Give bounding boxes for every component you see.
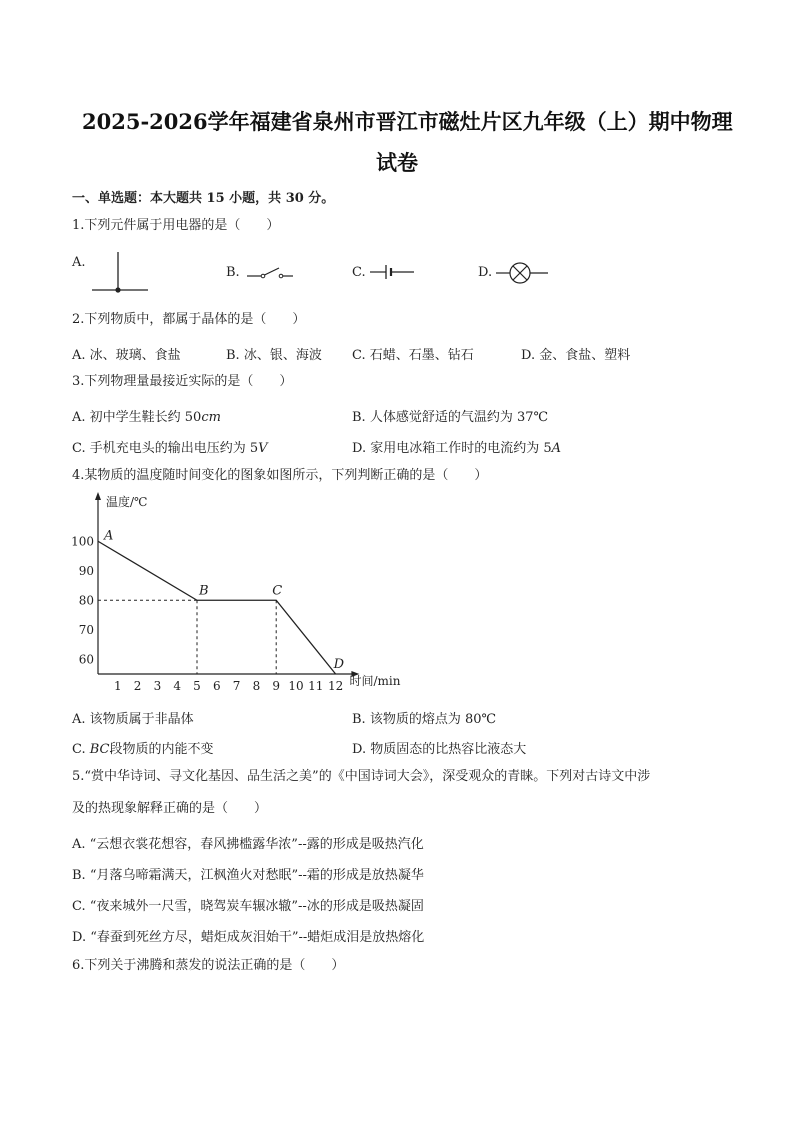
option-label: C. (352, 265, 366, 280)
x-tick-label: 10 (288, 679, 304, 693)
point-label-d: D (333, 657, 345, 672)
q5-option-c[interactable]: C. “夜来城外一尺雪，晓驾炭车辗冰辙”--冰的形成是吸热凝固 (72, 899, 424, 914)
q2-option-d[interactable]: D. 金、食盐、塑料 (521, 348, 631, 363)
q4-option-d[interactable] (352, 738, 526, 757)
q3-option-d[interactable] (352, 437, 561, 456)
option-text: B. 该物质的熔点为 80℃ (352, 712, 497, 727)
q2-option-c[interactable]: C. 石蜡、石墨、钻石 (352, 348, 474, 363)
x-axis-label: 时间/min (349, 674, 401, 688)
option-unit: A (551, 441, 562, 456)
x-tick-label: 4 (173, 679, 182, 693)
q2-option-b[interactable]: B. 冰、银、海波 (226, 348, 322, 363)
q1-option-c[interactable] (352, 265, 366, 280)
y-tick-label: 60 (78, 652, 94, 667)
option-label: D. (478, 265, 493, 280)
q6-stem: 6.下列关于沸腾和蒸发的说法正确的是（ ） (72, 958, 345, 973)
q4-option-a[interactable] (72, 708, 194, 727)
option-text-pre: C. (72, 742, 90, 757)
x-tick-label: 11 (308, 679, 324, 693)
section-score: 30 (285, 191, 304, 206)
q1-option-a[interactable] (72, 255, 86, 270)
q1-option-d[interactable] (478, 265, 492, 280)
option-unit: cm (201, 410, 221, 425)
point-label-b: B (199, 583, 209, 599)
x-tick-label: 1 (113, 679, 122, 693)
option-text: C. 手机充电头的输出电压约为 5 (72, 441, 259, 456)
segment-label: BC (89, 742, 110, 757)
q4-stem: 4.某物质的温度随时间变化的图象如图所示，下列判断正确的是（ ） (72, 468, 488, 483)
paper-title-line2: 试卷 (376, 150, 418, 175)
temperature-time-chart (70, 492, 430, 702)
q3-stem: 3.下列物理量最接近实际的是（ ） (72, 374, 293, 389)
y-axis-arrow (95, 492, 101, 500)
q4-option-c[interactable] (72, 738, 214, 757)
x-tick-label: 5 (193, 679, 201, 693)
y-axis-label: 温度/℃ (106, 495, 148, 509)
switch-icon (245, 262, 295, 282)
q1-stem: 1.下列元件属于用电器的是（ ） (72, 218, 280, 233)
option-text-post: 段物质的内能不变 (109, 742, 214, 757)
x-tick-label: 8 (252, 679, 261, 693)
temperature-series-line (98, 541, 336, 674)
x-tick-label: 6 (212, 679, 221, 693)
q1-option-b[interactable] (226, 265, 240, 280)
option-text: B. 人体感觉舒适的气温约为 37℃ (352, 410, 549, 425)
junction-icon (90, 250, 150, 296)
option-label: A. (72, 255, 86, 270)
paper-title-line1: 2025-2026学年福建省泉州市晋江市磁灶片区九年级（上）期中物理 (82, 109, 733, 134)
x-tick-label: 7 (232, 679, 241, 693)
x-tick-label: 2 (133, 679, 142, 693)
section-question-count: 15 (206, 191, 225, 206)
x-tick-label: 9 (272, 679, 281, 693)
x-tick-label: 12 (327, 679, 344, 693)
option-text: A. 初中学生鞋长约 50 (72, 410, 202, 425)
q2-option-a[interactable]: A. 冰、玻璃、食盐 (72, 348, 181, 363)
q3-option-c[interactable] (72, 437, 268, 456)
q3-option-b[interactable] (352, 406, 548, 425)
q4-option-b[interactable] (352, 708, 496, 727)
q5-stem-line2: 及的热现象解释正确的是（ ） (72, 801, 268, 816)
option-text: A. 该物质属于非晶体 (72, 712, 194, 727)
option-label: B. (226, 265, 240, 280)
x-tick-label: 3 (153, 679, 162, 693)
option-text: D. 家用电冰箱工作时的电流约为 5 (352, 441, 552, 456)
q5-option-d[interactable]: D. “春蚕到死丝方尽，蜡炬成灰泪始干”--蜡炬成泪是放热熔化 (72, 930, 425, 945)
point-label-c: C (272, 583, 283, 599)
point-label-a: A (104, 528, 114, 544)
option-unit: V (258, 441, 268, 456)
section-heading-prefix: 一、单选题：本大题共 (72, 191, 207, 206)
y-tick-label: 80 (78, 593, 94, 608)
y-tick-label: 100 (71, 534, 94, 549)
q2-stem: 2.下列物质中，都属于晶体的是（ ） (72, 312, 306, 327)
option-text: D. 物质固态的比热容比液态大 (352, 742, 527, 757)
q5-option-a[interactable]: A. “云想衣裳花想容，春风拂槛露华浓”--露的形成是吸热汽化 (72, 837, 424, 852)
y-tick-label: 70 (78, 622, 94, 637)
q5-option-b[interactable]: B. “月落乌啼霜满天，江枫渔火对愁眠”--霜的形成是放热凝华 (72, 868, 424, 883)
battery-icon (368, 262, 418, 282)
y-tick-label: 90 (78, 563, 94, 578)
lamp-icon (494, 260, 550, 286)
q3-option-a[interactable] (72, 406, 221, 425)
section-heading-suffix: 分。 (303, 191, 335, 206)
section-heading-mid: 小题，共 (224, 191, 286, 206)
section-heading (72, 187, 334, 206)
q5-stem-line1: 5.“赏中华诗词、寻文化基因、品生活之美”的《中国诗词大会》，深受观众的青睐。下列对古诗文中涉 (72, 769, 651, 784)
